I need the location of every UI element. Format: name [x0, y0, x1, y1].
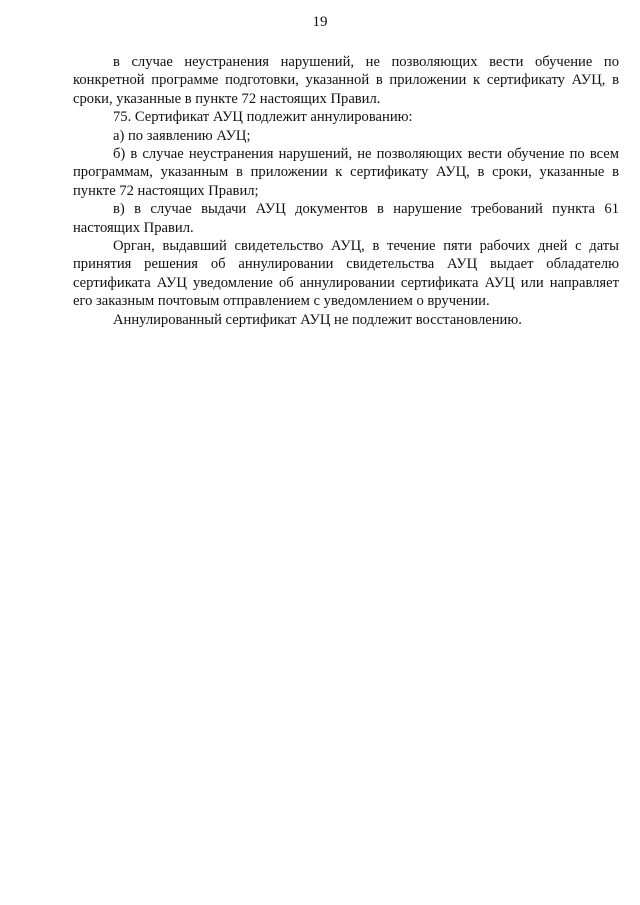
paragraph-authority-notice: Орган, выдавший свидетельство АУЦ, в течение пяти рабочих дней с даты принятия решения об аннулировании свидетельства АУЦ выдает обладателю сертификата АУЦ уведомление об аннулировании сертификата АУЦ или направляет его заказным почтовым отправлением с уведомлением о вручении.	[73, 238, 619, 310]
paragraph-violation-specific-program: в случае неустранения нарушений, не позволяющих вести обучение по конкретной программе подготовки, указанной в приложении к сертификату АУЦ, в сроки, указанные в пункте 72 настоящих Правил.	[73, 54, 619, 107]
paragraph-clause-75-b: б) в случае неустранения нарушений, не позволяющих вести обучение по всем программам, указанным в приложении к сертификату АУЦ, в сроки, указанные в пункте 72 настоящих Правил;	[73, 146, 619, 199]
paragraph-no-restoration: Аннулированный сертификат АУЦ не подлежит восстановлению.	[113, 311, 522, 328]
document-body	[73, 53, 619, 329]
paragraph-clause-75-a: а) по заявлению АУЦ;	[113, 127, 251, 144]
paragraph-clause-75-v: в) в случае выдачи АУЦ документов в нарушение требований пункта 61 настоящих Правил.	[73, 201, 619, 236]
paragraph-clause-75-heading: 75. Сертификат АУЦ подлежит аннулированию:	[113, 109, 413, 126]
page-number: 19	[312, 14, 328, 30]
